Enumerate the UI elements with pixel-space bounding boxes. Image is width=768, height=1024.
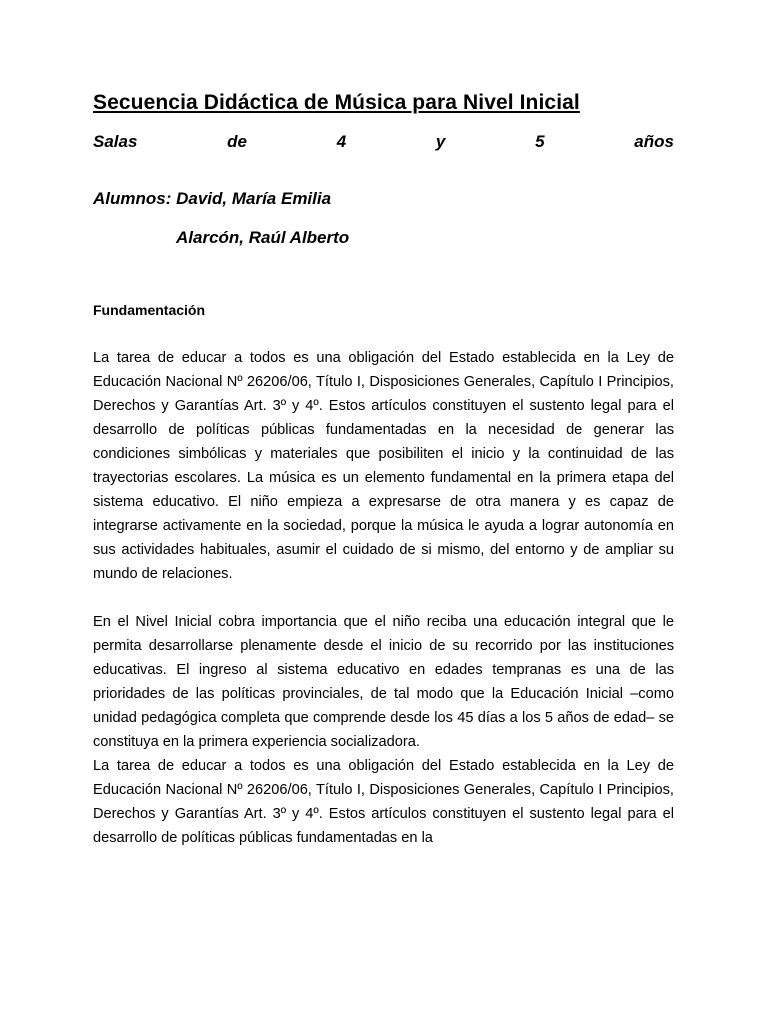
section-heading-fundamentacion: Fundamentación bbox=[93, 302, 206, 318]
students-line-1: Alumnos: David, María Emilia bbox=[93, 189, 332, 208]
subtitle-word: Salas bbox=[93, 132, 138, 151]
body-paragraph: En el Nivel Inicial cobra importancia que el niño reciba una educación integral que le permita desarrollarse plenamente desde el inicio de su recorrido por las instituciones educativas. El ingreso al sistema educativo en edades tempranas es una de las prioridades de las políticas provinciales, de tal modo que la Educación Inicial –como unidad pedagógica completa que comprende desde los 45 días a los 5 años de edad– se constituya en la primera experiencia socializadora. bbox=[93, 614, 674, 750]
subtitle-salas bbox=[93, 130, 674, 154]
body-paragraph: La tarea de educar a todos es una obligación del Estado establecida en la Ley de Educación Nacional Nº 26206/06, Título I, Disposiciones Generales, Capítulo I Principios, Derechos y Garantías Art. 3º y 4º. Estos artículos constituyen el sustento legal para el desarrollo de políticas públicas fundamentadas en la necesidad de generar las condiciones simbólicas y materiales que posibiliten el inicio y la continuidad de las trayectorias escolares. La música es un elemento fundamental en la primera etapa del sistema educativo. El niño empieza a expresarse de otra manera y es capaz de integrarse activamente en la sociedad, porque la música le ayuda a lograr autonomía en sus actividades habituales, asumir el cuidado de si mismo, del entorno y de ampliar su mundo de relaciones. bbox=[93, 350, 674, 582]
document-title: Secuencia Didáctica de Música para Nivel Inicial bbox=[93, 91, 580, 114]
subtitle-word: y bbox=[435, 132, 446, 151]
subtitle-word: de bbox=[227, 132, 247, 151]
students-line-2: Alarcón, Raúl Alberto bbox=[176, 228, 350, 247]
document-page bbox=[93, 88, 674, 850]
subtitle-word: 5 bbox=[535, 132, 545, 151]
body-paragraph: La tarea de educar a todos es una obligación del Estado establecida en la Ley de Educación Nacional Nº 26206/06, Título I, Disposiciones Generales, Capítulo I Principios, Derechos y Garantías Art. 3º y 4º. Estos artículos constituyen el sustento legal para el desarrollo de políticas públicas fundamentadas en la bbox=[93, 758, 674, 846]
subtitle-word: años bbox=[634, 132, 674, 151]
subtitle-word: 4 bbox=[336, 132, 347, 151]
